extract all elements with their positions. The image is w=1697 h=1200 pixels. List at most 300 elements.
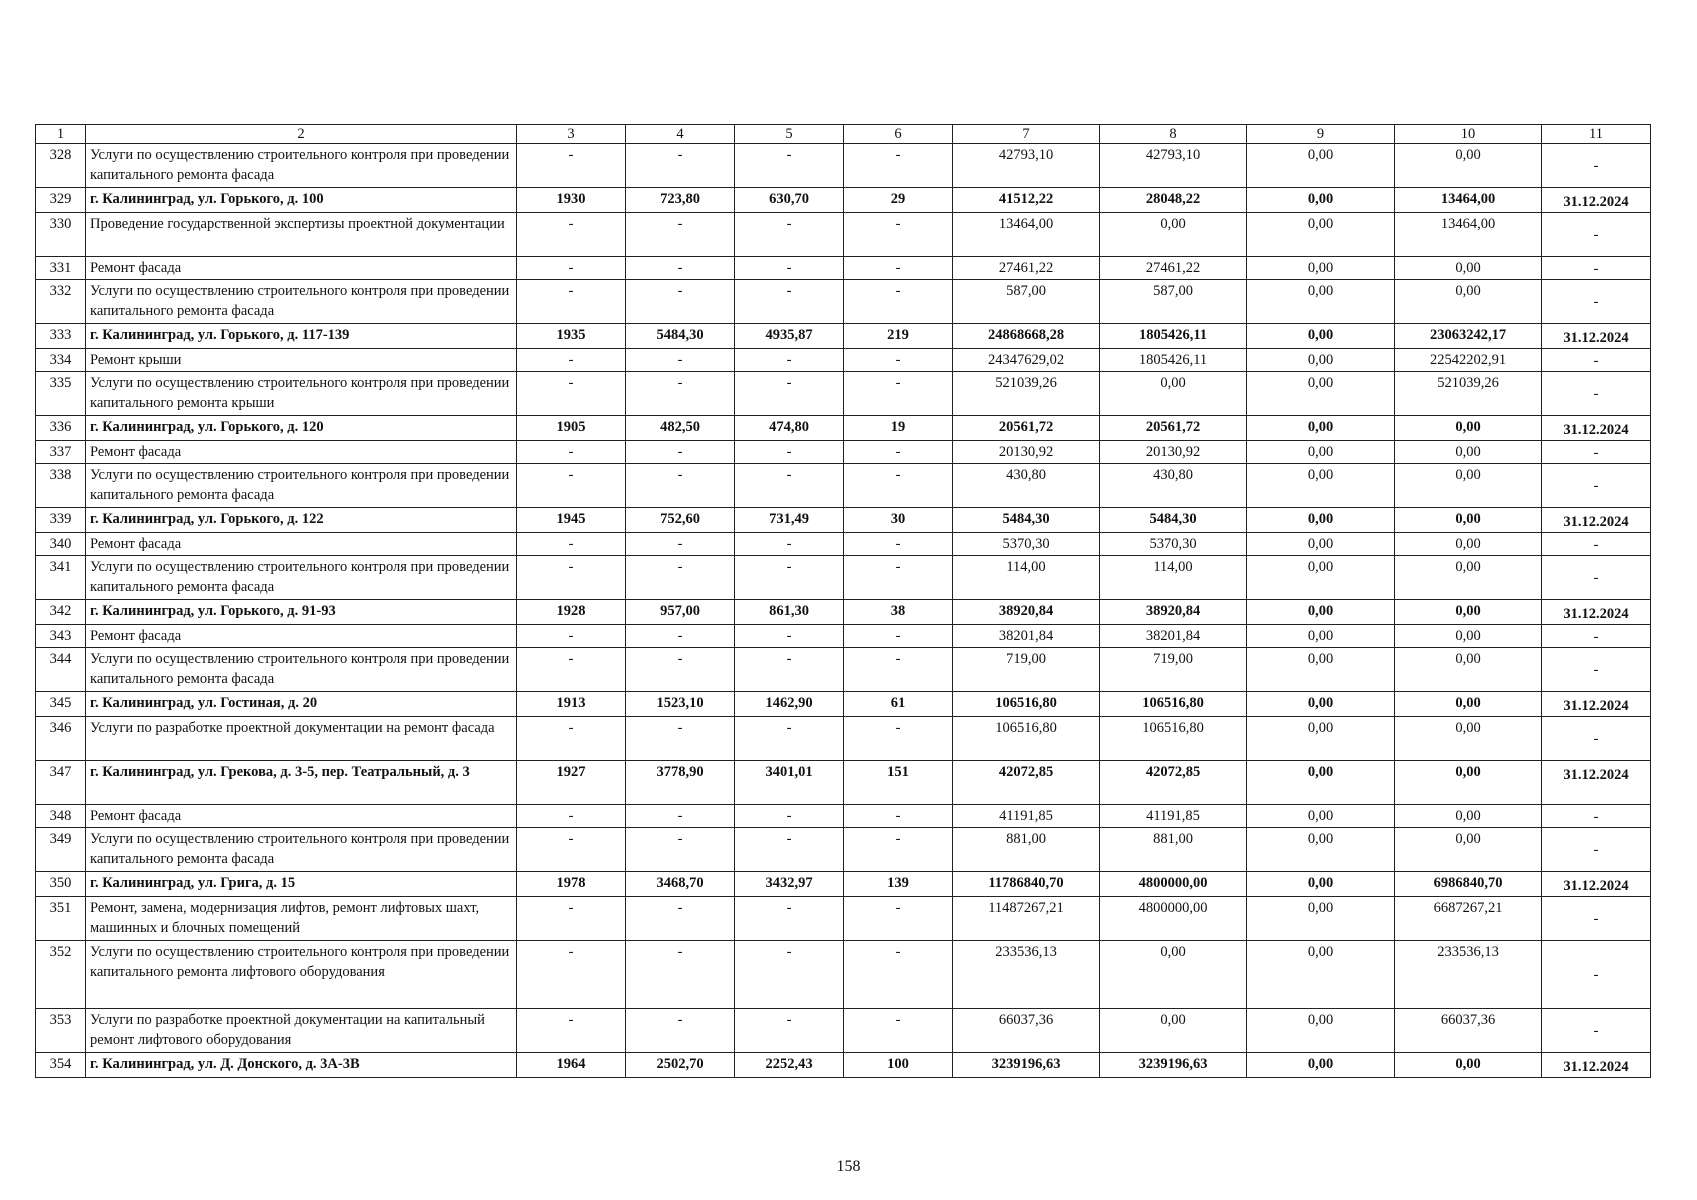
residents-count: - — [844, 349, 953, 372]
residents-count: 38 — [844, 600, 953, 625]
cost-source-8: 881,00 — [1100, 828, 1247, 872]
cost-source-9: 0,00 — [1247, 805, 1395, 828]
year-built: - — [517, 805, 626, 828]
row-number: 334 — [36, 349, 86, 372]
item-name: г. Калининград, ул. Горького, д. 122 — [86, 508, 517, 533]
total-area: - — [626, 556, 735, 600]
completion-date: 31.12.2024 — [1542, 324, 1651, 349]
item-name: Ремонт фасада — [86, 257, 517, 280]
total-area: - — [626, 349, 735, 372]
living-area: - — [735, 1009, 844, 1053]
residents-count: - — [844, 556, 953, 600]
cost-source-10: 0,00 — [1395, 692, 1542, 717]
cost-source-8: 5484,30 — [1100, 508, 1247, 533]
total-cost: 42072,85 — [953, 761, 1100, 805]
living-area: - — [735, 280, 844, 324]
living-area: - — [735, 213, 844, 257]
cost-source-8: 0,00 — [1100, 372, 1247, 416]
column-number-7: 7 — [953, 125, 1100, 144]
total-area: - — [626, 280, 735, 324]
residents-count: - — [844, 717, 953, 761]
row-number: 345 — [36, 692, 86, 717]
cost-source-10: 0,00 — [1395, 257, 1542, 280]
table-row-address — [36, 600, 1651, 625]
total-cost: 24347629,02 — [953, 349, 1100, 372]
living-area: - — [735, 556, 844, 600]
residents-count: - — [844, 464, 953, 508]
total-cost: 233536,13 — [953, 941, 1100, 1009]
total-cost: 3239196,63 — [953, 1053, 1100, 1078]
year-built: - — [517, 257, 626, 280]
row-number: 331 — [36, 257, 86, 280]
table-row-work — [36, 533, 1651, 556]
total-area: - — [626, 897, 735, 941]
cost-source-9: 0,00 — [1247, 508, 1395, 533]
residents-count: 30 — [844, 508, 953, 533]
year-built: - — [517, 349, 626, 372]
row-number: 348 — [36, 805, 86, 828]
cost-source-10: 0,00 — [1395, 648, 1542, 692]
residents-count: - — [844, 625, 953, 648]
report-table-container — [35, 124, 1651, 1078]
residents-count: - — [844, 213, 953, 257]
cost-source-10: 0,00 — [1395, 761, 1542, 805]
total-cost: 106516,80 — [953, 692, 1100, 717]
cost-source-10: 0,00 — [1395, 625, 1542, 648]
cost-source-10: 13464,00 — [1395, 188, 1542, 213]
cost-source-8: 0,00 — [1100, 213, 1247, 257]
item-name: Услуги по осуществлению строительного контроля при проведении капитального ремонта фасада — [86, 556, 517, 600]
year-built: - — [517, 533, 626, 556]
cost-source-10: 0,00 — [1395, 717, 1542, 761]
year-built: - — [517, 941, 626, 1009]
item-name: Услуги по осуществлению строительного контроля при проведении капитального ремонта крыши — [86, 372, 517, 416]
cost-source-9: 0,00 — [1247, 280, 1395, 324]
cost-source-9: 0,00 — [1247, 144, 1395, 188]
column-number-10: 10 — [1395, 125, 1542, 144]
residents-count: - — [844, 257, 953, 280]
total-cost: 719,00 — [953, 648, 1100, 692]
total-area: - — [626, 372, 735, 416]
cost-source-10: 66037,36 — [1395, 1009, 1542, 1053]
row-number: 352 — [36, 941, 86, 1009]
cost-source-10: 0,00 — [1395, 1053, 1542, 1078]
table-row-work — [36, 717, 1651, 761]
total-area: - — [626, 805, 735, 828]
item-name: Услуги по осуществлению строительного контроля при проведении капитального ремонта фасада — [86, 464, 517, 508]
item-name: г. Калининград, ул. Грига, д. 15 — [86, 872, 517, 897]
total-area: - — [626, 941, 735, 1009]
completion-date: - — [1542, 828, 1651, 872]
cost-source-8: 106516,80 — [1100, 717, 1247, 761]
living-area: - — [735, 464, 844, 508]
living-area: 4935,87 — [735, 324, 844, 349]
completion-date: - — [1542, 556, 1651, 600]
living-area: 731,49 — [735, 508, 844, 533]
table-row-work — [36, 805, 1651, 828]
total-area: 5484,30 — [626, 324, 735, 349]
total-cost: 430,80 — [953, 464, 1100, 508]
table-row-work — [36, 897, 1651, 941]
living-area: 861,30 — [735, 600, 844, 625]
cost-source-10: 0,00 — [1395, 280, 1542, 324]
cost-source-8: 5370,30 — [1100, 533, 1247, 556]
total-cost: 521039,26 — [953, 372, 1100, 416]
living-area: - — [735, 941, 844, 1009]
cost-source-9: 0,00 — [1247, 625, 1395, 648]
completion-date: 31.12.2024 — [1542, 692, 1651, 717]
year-built: 1945 — [517, 508, 626, 533]
living-area: - — [735, 648, 844, 692]
cost-source-9: 0,00 — [1247, 941, 1395, 1009]
total-area: - — [626, 625, 735, 648]
table-row-work — [36, 464, 1651, 508]
total-area: 3778,90 — [626, 761, 735, 805]
total-cost: 5370,30 — [953, 533, 1100, 556]
table-row-address — [36, 872, 1651, 897]
cost-source-8: 41191,85 — [1100, 805, 1247, 828]
year-built: - — [517, 828, 626, 872]
cost-source-10: 13464,00 — [1395, 213, 1542, 257]
cost-source-8: 4800000,00 — [1100, 872, 1247, 897]
residents-count: - — [844, 1009, 953, 1053]
total-area: - — [626, 213, 735, 257]
table-row-address — [36, 324, 1651, 349]
table-row-address — [36, 692, 1651, 717]
table-row-work — [36, 349, 1651, 372]
total-area: 3468,70 — [626, 872, 735, 897]
item-name: г. Калининград, ул. Горького, д. 120 — [86, 416, 517, 441]
cost-source-10: 0,00 — [1395, 416, 1542, 441]
cost-source-9: 0,00 — [1247, 600, 1395, 625]
cost-source-10: 0,00 — [1395, 556, 1542, 600]
total-cost: 881,00 — [953, 828, 1100, 872]
total-area: - — [626, 717, 735, 761]
completion-date: - — [1542, 533, 1651, 556]
living-area: 2252,43 — [735, 1053, 844, 1078]
row-number: 329 — [36, 188, 86, 213]
item-name: Ремонт фасада — [86, 533, 517, 556]
living-area: - — [735, 828, 844, 872]
table-row-work — [36, 648, 1651, 692]
cost-source-8: 1805426,11 — [1100, 349, 1247, 372]
cost-source-8: 106516,80 — [1100, 692, 1247, 717]
cost-source-9: 0,00 — [1247, 188, 1395, 213]
cost-source-9: 0,00 — [1247, 648, 1395, 692]
total-cost: 11487267,21 — [953, 897, 1100, 941]
cost-source-10: 0,00 — [1395, 533, 1542, 556]
residents-count: 19 — [844, 416, 953, 441]
cost-source-8: 20130,92 — [1100, 441, 1247, 464]
total-area: 957,00 — [626, 600, 735, 625]
table-row-address — [36, 508, 1651, 533]
table-row-work — [36, 556, 1651, 600]
year-built: - — [517, 372, 626, 416]
year-built: - — [517, 1009, 626, 1053]
table-row-address — [36, 1053, 1651, 1078]
cost-source-8: 38920,84 — [1100, 600, 1247, 625]
cost-source-8: 42072,85 — [1100, 761, 1247, 805]
cost-source-9: 0,00 — [1247, 257, 1395, 280]
total-area: - — [626, 257, 735, 280]
row-number: 343 — [36, 625, 86, 648]
completion-date: - — [1542, 897, 1651, 941]
completion-date: - — [1542, 648, 1651, 692]
item-name: Ремонт, замена, модернизация лифтов, ремонт лифтовых шахт, машинных и блочных помещений — [86, 897, 517, 941]
living-area: - — [735, 349, 844, 372]
item-name: г. Калининград, ул. Горького, д. 117-139 — [86, 324, 517, 349]
total-area: - — [626, 464, 735, 508]
cost-source-8: 114,00 — [1100, 556, 1247, 600]
completion-date: - — [1542, 349, 1651, 372]
table-row-work — [36, 941, 1651, 1009]
total-cost: 41512,22 — [953, 188, 1100, 213]
row-number: 337 — [36, 441, 86, 464]
residents-count: - — [844, 828, 953, 872]
item-name: г. Калининград, ул. Гостиная, д. 20 — [86, 692, 517, 717]
row-number: 338 — [36, 464, 86, 508]
total-cost: 106516,80 — [953, 717, 1100, 761]
cost-source-10: 0,00 — [1395, 441, 1542, 464]
cost-source-9: 0,00 — [1247, 897, 1395, 941]
cost-source-8: 38201,84 — [1100, 625, 1247, 648]
year-built: 1913 — [517, 692, 626, 717]
year-built: 1927 — [517, 761, 626, 805]
cost-source-8: 0,00 — [1100, 1009, 1247, 1053]
row-number: 349 — [36, 828, 86, 872]
cost-source-9: 0,00 — [1247, 717, 1395, 761]
completion-date: - — [1542, 213, 1651, 257]
completion-date: - — [1542, 257, 1651, 280]
total-cost: 20561,72 — [953, 416, 1100, 441]
table-row-work — [36, 144, 1651, 188]
completion-date: 31.12.2024 — [1542, 600, 1651, 625]
residents-count: - — [844, 648, 953, 692]
completion-date: 31.12.2024 — [1542, 188, 1651, 213]
completion-date: - — [1542, 625, 1651, 648]
column-number-2: 2 — [86, 125, 517, 144]
cost-source-9: 0,00 — [1247, 1053, 1395, 1078]
item-name: Услуги по осуществлению строительного контроля при проведении капитального ремонта фасада — [86, 144, 517, 188]
residents-count: 139 — [844, 872, 953, 897]
column-number-8: 8 — [1100, 125, 1247, 144]
row-number: 336 — [36, 416, 86, 441]
cost-source-10: 22542202,91 — [1395, 349, 1542, 372]
row-number: 339 — [36, 508, 86, 533]
living-area: - — [735, 805, 844, 828]
cost-source-9: 0,00 — [1247, 533, 1395, 556]
completion-date: - — [1542, 805, 1651, 828]
column-number-1: 1 — [36, 125, 86, 144]
completion-date: - — [1542, 717, 1651, 761]
item-name: Услуги по осуществлению строительного контроля при проведении капитального ремонта фасада — [86, 828, 517, 872]
cost-source-10: 0,00 — [1395, 805, 1542, 828]
cost-source-9: 0,00 — [1247, 692, 1395, 717]
column-number-6: 6 — [844, 125, 953, 144]
cost-source-8: 1805426,11 — [1100, 324, 1247, 349]
total-cost: 20130,92 — [953, 441, 1100, 464]
row-number: 333 — [36, 324, 86, 349]
cost-source-9: 0,00 — [1247, 324, 1395, 349]
residents-count: - — [844, 372, 953, 416]
cost-source-8: 42793,10 — [1100, 144, 1247, 188]
cost-source-10: 0,00 — [1395, 508, 1542, 533]
column-number-3: 3 — [517, 125, 626, 144]
year-built: - — [517, 717, 626, 761]
living-area: - — [735, 372, 844, 416]
total-cost: 114,00 — [953, 556, 1100, 600]
year-built: 1928 — [517, 600, 626, 625]
total-area: - — [626, 144, 735, 188]
item-name: Услуги по разработке проектной документации на ремонт фасада — [86, 717, 517, 761]
cost-source-10: 521039,26 — [1395, 372, 1542, 416]
living-area: 3401,01 — [735, 761, 844, 805]
cost-source-9: 0,00 — [1247, 464, 1395, 508]
table-row-work — [36, 280, 1651, 324]
residents-count: 61 — [844, 692, 953, 717]
completion-date: - — [1542, 441, 1651, 464]
completion-date: - — [1542, 280, 1651, 324]
total-area: 752,60 — [626, 508, 735, 533]
item-name: Услуги по разработке проектной документации на капитальный ремонт лифтового оборудования — [86, 1009, 517, 1053]
completion-date: 31.12.2024 — [1542, 508, 1651, 533]
cost-source-9: 0,00 — [1247, 828, 1395, 872]
residents-count: - — [844, 941, 953, 1009]
residents-count: 100 — [844, 1053, 953, 1078]
cost-source-8: 28048,22 — [1100, 188, 1247, 213]
cost-source-8: 4800000,00 — [1100, 897, 1247, 941]
residents-count: 219 — [844, 324, 953, 349]
living-area: 1462,90 — [735, 692, 844, 717]
year-built: - — [517, 897, 626, 941]
cost-source-10: 233536,13 — [1395, 941, 1542, 1009]
year-built: 1978 — [517, 872, 626, 897]
column-number-9: 9 — [1247, 125, 1395, 144]
total-area: - — [626, 828, 735, 872]
living-area: 3432,97 — [735, 872, 844, 897]
living-area: - — [735, 897, 844, 941]
year-built: - — [517, 441, 626, 464]
year-built: 1964 — [517, 1053, 626, 1078]
item-name: г. Калининград, ул. Горького, д. 100 — [86, 188, 517, 213]
row-number: 342 — [36, 600, 86, 625]
living-area: - — [735, 441, 844, 464]
total-area: - — [626, 648, 735, 692]
cost-source-10: 0,00 — [1395, 828, 1542, 872]
item-name: Услуги по осуществлению строительного контроля при проведении капитального ремонта фасада — [86, 280, 517, 324]
cost-source-9: 0,00 — [1247, 1009, 1395, 1053]
column-number-5: 5 — [735, 125, 844, 144]
row-number: 347 — [36, 761, 86, 805]
cost-source-8: 27461,22 — [1100, 257, 1247, 280]
cost-source-10: 6986840,70 — [1395, 872, 1542, 897]
cost-source-10: 0,00 — [1395, 600, 1542, 625]
total-cost: 27461,22 — [953, 257, 1100, 280]
year-built: - — [517, 280, 626, 324]
total-cost: 41191,85 — [953, 805, 1100, 828]
row-number: 354 — [36, 1053, 86, 1078]
year-built: 1935 — [517, 324, 626, 349]
cost-source-10: 23063242,17 — [1395, 324, 1542, 349]
total-cost: 66037,36 — [953, 1009, 1100, 1053]
item-name: Ремонт фасада — [86, 625, 517, 648]
row-number: 330 — [36, 213, 86, 257]
completion-date: 31.12.2024 — [1542, 1053, 1651, 1078]
item-name: Ремонт фасада — [86, 441, 517, 464]
capital-repair-table — [35, 124, 1651, 1078]
completion-date: - — [1542, 941, 1651, 1009]
residents-count: 151 — [844, 761, 953, 805]
completion-date: 31.12.2024 — [1542, 416, 1651, 441]
living-area: - — [735, 533, 844, 556]
row-number: 350 — [36, 872, 86, 897]
cost-source-8: 3239196,63 — [1100, 1053, 1247, 1078]
row-number: 344 — [36, 648, 86, 692]
completion-date: - — [1542, 1009, 1651, 1053]
row-number: 341 — [36, 556, 86, 600]
item-name: г. Калининград, ул. Грекова, д. 3-5, пер. Театральный, д. 3 — [86, 761, 517, 805]
table-row-work — [36, 441, 1651, 464]
item-name: Проведение государственной экспертизы проектной документации — [86, 213, 517, 257]
living-area: - — [735, 144, 844, 188]
cost-source-9: 0,00 — [1247, 213, 1395, 257]
year-built: - — [517, 556, 626, 600]
year-built: - — [517, 464, 626, 508]
total-area: 482,50 — [626, 416, 735, 441]
residents-count: - — [844, 144, 953, 188]
table-row-address — [36, 188, 1651, 213]
total-cost: 24868668,28 — [953, 324, 1100, 349]
residents-count: - — [844, 280, 953, 324]
cost-source-10: 0,00 — [1395, 144, 1542, 188]
table-row-work — [36, 828, 1651, 872]
completion-date: - — [1542, 464, 1651, 508]
completion-date: - — [1542, 372, 1651, 416]
item-name: Ремонт фасада — [86, 805, 517, 828]
cost-source-8: 20561,72 — [1100, 416, 1247, 441]
total-area: - — [626, 533, 735, 556]
table-row-address — [36, 761, 1651, 805]
total-area: - — [626, 441, 735, 464]
residents-count: - — [844, 805, 953, 828]
cost-source-8: 430,80 — [1100, 464, 1247, 508]
cost-source-10: 0,00 — [1395, 464, 1542, 508]
cost-source-9: 0,00 — [1247, 416, 1395, 441]
living-area: - — [735, 717, 844, 761]
cost-source-9: 0,00 — [1247, 349, 1395, 372]
table-row-work — [36, 1009, 1651, 1053]
table-row-work — [36, 625, 1651, 648]
living-area: 474,80 — [735, 416, 844, 441]
page-number: 158 — [836, 1158, 861, 1175]
total-cost: 38201,84 — [953, 625, 1100, 648]
cost-source-9: 0,00 — [1247, 872, 1395, 897]
column-number-4: 4 — [626, 125, 735, 144]
cost-source-9: 0,00 — [1247, 761, 1395, 805]
residents-count: - — [844, 533, 953, 556]
total-area: 2502,70 — [626, 1053, 735, 1078]
total-area: 723,80 — [626, 188, 735, 213]
cost-source-9: 0,00 — [1247, 372, 1395, 416]
total-area: 1523,10 — [626, 692, 735, 717]
total-cost: 42793,10 — [953, 144, 1100, 188]
total-cost: 11786840,70 — [953, 872, 1100, 897]
total-cost: 13464,00 — [953, 213, 1100, 257]
column-number-header-row — [36, 125, 1651, 144]
total-cost: 38920,84 — [953, 600, 1100, 625]
residents-count: 29 — [844, 188, 953, 213]
row-number: 328 — [36, 144, 86, 188]
